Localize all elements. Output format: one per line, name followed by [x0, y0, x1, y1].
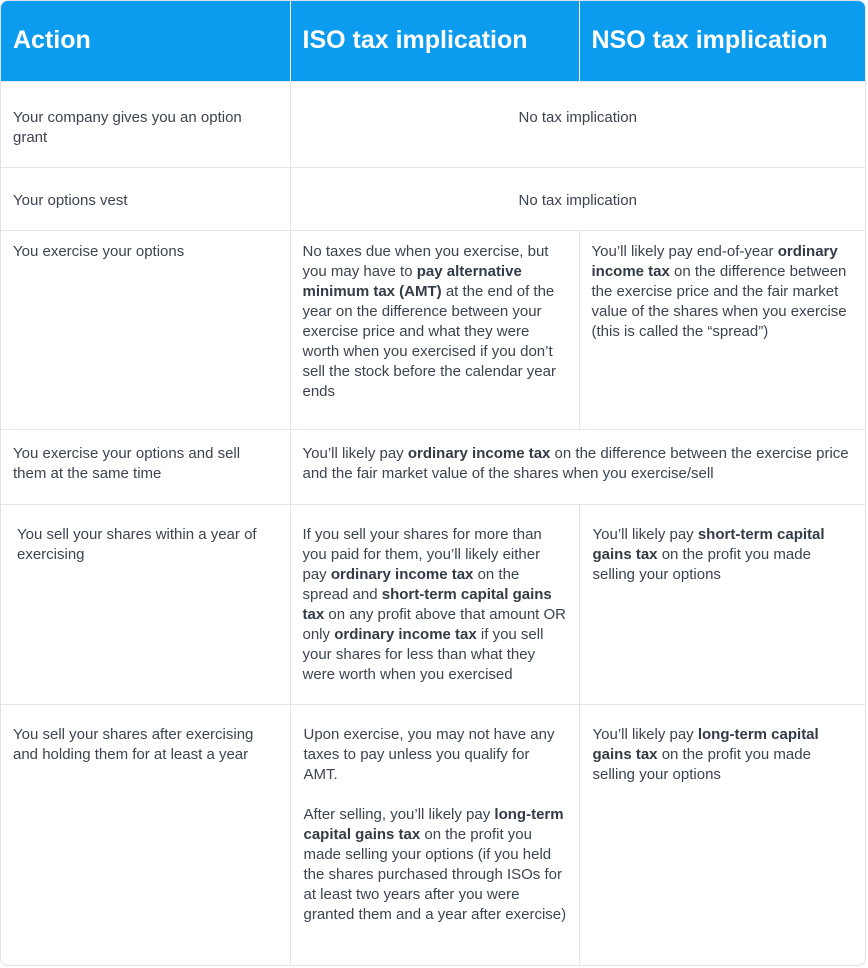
text: on any profit above that amount OR only [302, 605, 566, 643]
table-header [1, 1, 865, 81]
action-cell: You sell your shares within a year of exercising [1, 504, 290, 704]
bold-term: pay alternative minimum tax (AMT) [302, 262, 522, 300]
action-cell: Your options vest [1, 167, 290, 230]
table-row [1, 167, 865, 230]
header-nso: NSO tax implication [579, 1, 865, 81]
bold-term: ordinary income tax [334, 625, 477, 643]
header-row [1, 1, 865, 81]
text: You’ll likely pay [302, 444, 408, 462]
action-cell: You exercise your options [1, 230, 290, 429]
text: on the profit you made selling your options (if you held the shares purchased through ISOs for at least two years after you were granted them and a year after exercise) [303, 825, 567, 923]
bold-term: long-term capital gains tax [592, 725, 819, 763]
text: on the spread and [302, 565, 520, 603]
table-row [1, 504, 865, 704]
text: on the profit you made selling your options [592, 545, 811, 583]
iso-cell [290, 504, 579, 704]
merged-implication-cell [290, 429, 865, 504]
table [1, 1, 865, 966]
text: on the profit you made selling your options [592, 745, 811, 783]
iso-cell [290, 230, 579, 429]
nso-cell [579, 504, 865, 704]
action-cell: You exercise your options and sell them at the same time [1, 429, 290, 504]
bold-term: short-term capital gains tax [592, 525, 825, 563]
text: at the end of the year on the difference between your exercise price and what they were worth when you exercised if you don’t sell the stock before the calendar year ends [302, 282, 556, 400]
text: on the difference between the exercise price and the fair market value of the shares when you exercise (this is called the “spread”) [591, 262, 847, 340]
action-cell: You sell your shares after exercising and holding them for at least a year [1, 704, 290, 966]
bold-term: ordinary income tax [330, 565, 474, 583]
nso-cell [579, 704, 865, 966]
paragraph [304, 805, 567, 925]
nso-cell [579, 230, 865, 429]
table-body [1, 81, 865, 966]
header-iso: ISO tax implication [290, 1, 579, 81]
action-cell: Your company gives you an option grant [1, 81, 290, 167]
table-row [1, 429, 865, 504]
text: If you sell your shares for more than you paid for them, you’ll likely either pay [302, 525, 542, 583]
text: You’ll likely pay [592, 525, 698, 543]
table-row [1, 704, 865, 966]
merged-implication-cell: No tax implication [290, 167, 865, 230]
text: You’ll likely pay [592, 725, 698, 743]
paragraph: Upon exercise, you may not have any taxes to pay unless you qualify for AMT. [303, 725, 555, 783]
text: on the difference between the exercise price and the fair market value of the shares when you exercise/sell [302, 444, 849, 482]
text: You’ll likely pay end-of-year [591, 242, 778, 260]
bold-term: short-term capital gains tax [302, 585, 552, 623]
merged-implication-cell: No tax implication [290, 81, 865, 167]
text: After selling, you’ll likely pay [303, 805, 495, 823]
text: No taxes due when you exercise, but you may have to [302, 242, 549, 280]
table-row [1, 81, 865, 167]
iso-cell [290, 704, 579, 966]
bold-term: ordinary income tax [407, 444, 551, 462]
text: if you sell your shares for less than what they were worth when you exercised [302, 625, 544, 683]
paragraph-gap [304, 785, 567, 805]
header-action: Action [1, 1, 290, 81]
bold-term: long-term capital gains tax [303, 805, 564, 843]
bold-term: ordinary income tax [591, 242, 838, 280]
table-row [1, 230, 865, 429]
